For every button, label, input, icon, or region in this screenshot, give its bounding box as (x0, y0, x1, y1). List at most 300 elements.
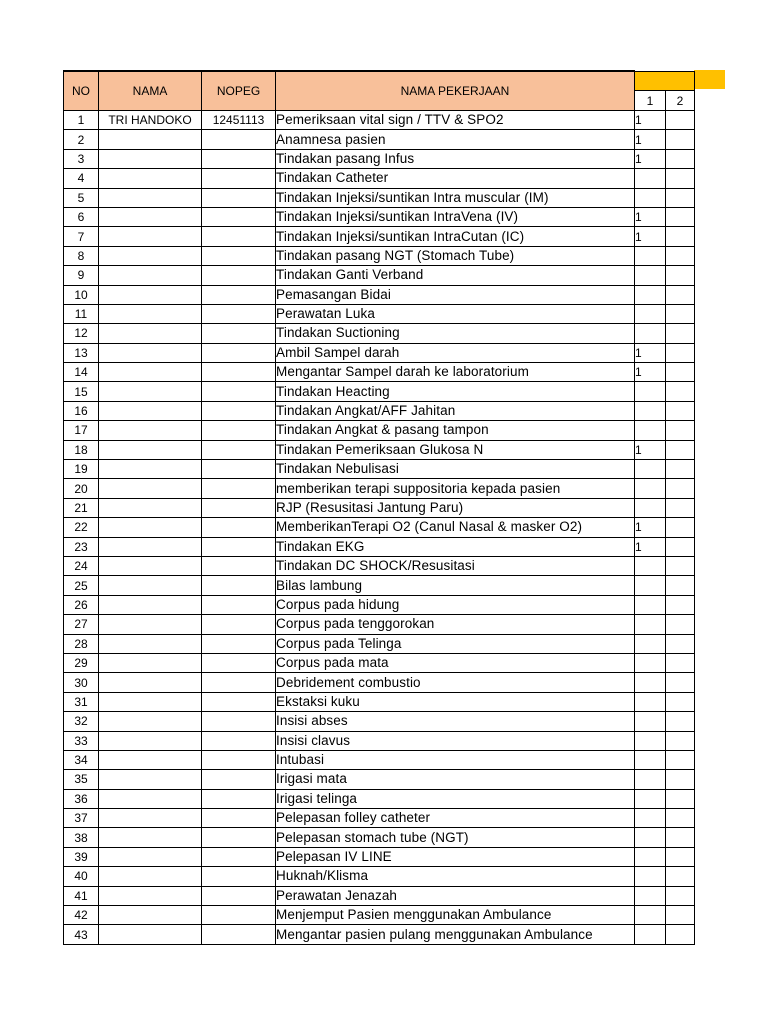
table-row (64, 886, 695, 905)
row-nopeg[interactable] (202, 595, 276, 614)
row-nama[interactable] (99, 537, 202, 556)
row-job[interactable]: Ambil Sampel darah (276, 343, 635, 362)
row-value-2[interactable] (666, 363, 695, 382)
row-value-2[interactable] (666, 266, 695, 285)
row-value-2[interactable] (666, 246, 695, 265)
row-job[interactable]: Pelepasan folley catheter (276, 809, 635, 828)
row-job[interactable]: Corpus pada Telinga (276, 634, 635, 653)
row-job[interactable]: Tindakan EKG (276, 537, 635, 556)
table-row (64, 460, 695, 479)
row-nopeg[interactable] (202, 847, 276, 866)
row-value-2[interactable] (666, 906, 695, 925)
row-nama[interactable] (99, 634, 202, 653)
row-job[interactable]: Pemeriksaan vital sign / TTV & SPO2 (276, 111, 635, 130)
row-nopeg[interactable] (202, 460, 276, 479)
row-value-2[interactable] (666, 828, 695, 847)
table-row (64, 595, 695, 614)
orange-header-tab (694, 70, 725, 89)
row-nopeg[interactable] (202, 130, 276, 149)
row-nama[interactable] (99, 615, 202, 634)
row-no[interactable]: 34 (64, 750, 99, 769)
table-row (64, 304, 695, 323)
row-nopeg[interactable] (202, 343, 276, 362)
row-nama[interactable] (99, 847, 202, 866)
row-value-2[interactable] (666, 498, 695, 517)
row-nopeg[interactable] (202, 537, 276, 556)
row-job[interactable]: Ekstaksi kuku (276, 692, 635, 711)
row-value-1[interactable] (635, 556, 666, 575)
row-value-1[interactable] (635, 828, 666, 847)
row-no[interactable]: 42 (64, 906, 99, 925)
row-value-2[interactable] (666, 285, 695, 304)
row-job[interactable]: Pemasangan Bidai (276, 285, 635, 304)
row-job[interactable]: Tindakan Injeksi/suntikan IntraCutan (IC) (276, 227, 635, 246)
row-job[interactable]: Pelepasan IV LINE (276, 847, 635, 866)
row-value-2[interactable] (666, 169, 695, 188)
row-nopeg[interactable] (202, 653, 276, 672)
row-value-1[interactable]: 1 (635, 207, 666, 226)
row-no[interactable]: 31 (64, 692, 99, 711)
row-nama[interactable] (99, 731, 202, 750)
row-value-1[interactable]: 1 (635, 343, 666, 362)
row-no[interactable]: 23 (64, 537, 99, 556)
table-row (64, 925, 695, 944)
row-job[interactable]: Mengantar Sampel darah ke laboratorium (276, 363, 635, 382)
table-row (64, 809, 695, 828)
row-nama[interactable] (99, 653, 202, 672)
table-row (64, 382, 695, 401)
row-value-2[interactable] (666, 188, 695, 207)
row-value-1[interactable] (635, 750, 666, 769)
row-value-1[interactable]: 1 (635, 518, 666, 537)
row-nama[interactable] (99, 266, 202, 285)
row-nama[interactable] (99, 460, 202, 479)
row-nama[interactable] (99, 246, 202, 265)
row-nama[interactable] (99, 828, 202, 847)
header-col-2: 2 (666, 91, 695, 111)
table-row (64, 750, 695, 769)
row-job[interactable]: Tindakan pasang NGT (Stomach Tube) (276, 246, 635, 265)
row-nopeg[interactable] (202, 440, 276, 459)
row-nopeg[interactable] (202, 498, 276, 517)
header-no: NO (64, 71, 99, 111)
row-value-2[interactable] (666, 867, 695, 886)
row-value-2[interactable] (666, 382, 695, 401)
row-no[interactable]: 39 (64, 847, 99, 866)
row-nopeg[interactable] (202, 421, 276, 440)
row-nama[interactable] (99, 285, 202, 304)
table-row (64, 712, 695, 731)
row-job[interactable]: Tindakan Suctioning (276, 324, 635, 343)
row-no[interactable]: 1 (64, 111, 99, 130)
row-nama[interactable] (99, 207, 202, 226)
row-value-2[interactable] (666, 809, 695, 828)
row-no[interactable]: 25 (64, 576, 99, 595)
row-job[interactable]: Corpus pada mata (276, 653, 635, 672)
row-value-2[interactable] (666, 731, 695, 750)
row-job[interactable]: Tindakan DC SHOCK/Resusitasi (276, 556, 635, 575)
row-nopeg[interactable] (202, 789, 276, 808)
row-value-2[interactable] (666, 712, 695, 731)
row-nama[interactable]: TRI HANDOKO (99, 111, 202, 130)
row-job[interactable]: Huknah/Klisma (276, 867, 635, 886)
row-job[interactable]: Perawatan Jenazah (276, 886, 635, 905)
header-nama-pekerjaan: NAMA PEKERJAAN (276, 71, 635, 111)
row-job[interactable]: Anamnesa pasien (276, 130, 635, 149)
row-value-1[interactable] (635, 401, 666, 420)
row-job[interactable]: Tindakan Pemeriksaan Glukosa N (276, 440, 635, 459)
row-value-1[interactable]: 1 (635, 111, 666, 130)
row-job[interactable]: Tindakan Ganti Verband (276, 266, 635, 285)
row-no[interactable]: 38 (64, 828, 99, 847)
row-value-2[interactable] (666, 460, 695, 479)
row-value-2[interactable] (666, 130, 695, 149)
row-value-1[interactable] (635, 246, 666, 265)
table-row (64, 440, 695, 459)
row-value-1[interactable]: 1 (635, 537, 666, 556)
row-nama[interactable] (99, 498, 202, 517)
row-nama[interactable] (99, 343, 202, 362)
table-row (64, 227, 695, 246)
header-nopeg: NOPEG (202, 71, 276, 111)
row-no[interactable]: 40 (64, 867, 99, 886)
row-value-1[interactable] (635, 421, 666, 440)
row-value-1[interactable] (635, 324, 666, 343)
row-value-2[interactable] (666, 324, 695, 343)
row-value-2[interactable] (666, 673, 695, 692)
row-no[interactable]: 10 (64, 285, 99, 304)
table-row (64, 731, 695, 750)
row-nopeg[interactable] (202, 188, 276, 207)
table-row (64, 363, 695, 382)
row-value-1[interactable] (635, 188, 666, 207)
table-row (64, 421, 695, 440)
row-value-2[interactable] (666, 537, 695, 556)
row-no[interactable]: 6 (64, 207, 99, 226)
table-row (64, 634, 695, 653)
row-value-2[interactable] (666, 343, 695, 362)
row-no[interactable]: 33 (64, 731, 99, 750)
row-job[interactable]: memberikan terapi suppositoria kepada pasien (276, 479, 635, 498)
row-value-2[interactable] (666, 421, 695, 440)
row-value-1[interactable] (635, 634, 666, 653)
row-job[interactable]: MemberikanTerapi O2 (Canul Nasal & masker O2) (276, 518, 635, 537)
row-value-2[interactable] (666, 149, 695, 168)
row-no[interactable]: 28 (64, 634, 99, 653)
table-row (64, 615, 695, 634)
table-row (64, 111, 695, 130)
row-nama[interactable] (99, 130, 202, 149)
row-nama[interactable] (99, 363, 202, 382)
table-row (64, 906, 695, 925)
row-job[interactable]: Bilas lambung (276, 576, 635, 595)
row-nopeg[interactable] (202, 246, 276, 265)
table-row (64, 285, 695, 304)
row-value-1[interactable] (635, 673, 666, 692)
row-value-1[interactable] (635, 382, 666, 401)
row-nama[interactable] (99, 401, 202, 420)
table-row (64, 653, 695, 672)
row-value-1[interactable]: 1 (635, 363, 666, 382)
row-no[interactable]: 22 (64, 518, 99, 537)
row-no[interactable]: 29 (64, 653, 99, 672)
row-nopeg[interactable] (202, 518, 276, 537)
row-nama[interactable] (99, 673, 202, 692)
row-value-2[interactable] (666, 479, 695, 498)
row-job[interactable]: Menjemput Pasien menggunakan Ambulance (276, 906, 635, 925)
row-value-2[interactable] (666, 692, 695, 711)
row-job[interactable]: Tindakan Catheter (276, 169, 635, 188)
row-nopeg[interactable] (202, 770, 276, 789)
row-job[interactable]: Irigasi mata (276, 770, 635, 789)
row-value-2[interactable] (666, 789, 695, 808)
table-row (64, 266, 695, 285)
row-value-1[interactable] (635, 576, 666, 595)
row-job[interactable]: Pelepasan stomach tube (NGT) (276, 828, 635, 847)
row-nopeg[interactable] (202, 576, 276, 595)
row-nama[interactable] (99, 440, 202, 459)
row-value-1[interactable] (635, 460, 666, 479)
row-value-1[interactable] (635, 653, 666, 672)
row-nopeg[interactable] (202, 809, 276, 828)
row-nopeg[interactable] (202, 266, 276, 285)
table-row (64, 169, 695, 188)
row-no[interactable]: 43 (64, 925, 99, 944)
row-job[interactable]: Tindakan Angkat/AFF Jahitan (276, 401, 635, 420)
table-row (64, 537, 695, 556)
row-no[interactable]: 32 (64, 712, 99, 731)
row-nopeg[interactable] (202, 750, 276, 769)
row-no[interactable]: 13 (64, 343, 99, 362)
row-no[interactable]: 18 (64, 440, 99, 459)
row-no[interactable]: 20 (64, 479, 99, 498)
row-no[interactable]: 9 (64, 266, 99, 285)
row-value-1[interactable] (635, 479, 666, 498)
row-value-1[interactable] (635, 595, 666, 614)
row-job[interactable]: Tindakan Injeksi/suntikan IntraVena (IV) (276, 207, 635, 226)
table-row (64, 518, 695, 537)
row-nopeg[interactable] (202, 615, 276, 634)
row-nopeg[interactable] (202, 207, 276, 226)
row-value-1[interactable] (635, 847, 666, 866)
row-value-2[interactable] (666, 750, 695, 769)
row-nama[interactable] (99, 692, 202, 711)
row-nopeg[interactable] (202, 169, 276, 188)
row-no[interactable]: 4 (64, 169, 99, 188)
row-value-1[interactable]: 1 (635, 149, 666, 168)
row-value-1[interactable]: 1 (635, 130, 666, 149)
row-nopeg[interactable] (202, 731, 276, 750)
row-nama[interactable] (99, 188, 202, 207)
row-no[interactable]: 27 (64, 615, 99, 634)
row-nopeg[interactable] (202, 304, 276, 323)
row-no[interactable]: 30 (64, 673, 99, 692)
row-nama[interactable] (99, 169, 202, 188)
row-job[interactable]: Intubasi (276, 750, 635, 769)
row-job[interactable]: Debridement combustio (276, 673, 635, 692)
row-nopeg[interactable] (202, 479, 276, 498)
row-job[interactable]: Insisi clavus (276, 731, 635, 750)
row-no[interactable]: 19 (64, 460, 99, 479)
row-value-1[interactable] (635, 498, 666, 517)
row-nama[interactable] (99, 712, 202, 731)
row-no[interactable]: 36 (64, 789, 99, 808)
row-value-1[interactable] (635, 692, 666, 711)
header-nama: NAMA (99, 71, 202, 111)
row-value-2[interactable] (666, 634, 695, 653)
row-nama[interactable] (99, 595, 202, 614)
row-nopeg[interactable] (202, 324, 276, 343)
header-accent-cell (635, 71, 695, 91)
row-value-1[interactable] (635, 906, 666, 925)
row-value-1[interactable] (635, 712, 666, 731)
row-value-1[interactable] (635, 886, 666, 905)
row-value-1[interactable]: 1 (635, 440, 666, 459)
row-nama[interactable] (99, 789, 202, 808)
row-nama[interactable] (99, 149, 202, 168)
row-value-1[interactable] (635, 304, 666, 323)
row-nopeg[interactable] (202, 692, 276, 711)
row-value-2[interactable] (666, 925, 695, 944)
row-no[interactable]: 17 (64, 421, 99, 440)
row-nama[interactable] (99, 906, 202, 925)
row-nopeg[interactable]: 12451113 (202, 111, 276, 130)
row-nopeg[interactable] (202, 227, 276, 246)
row-no[interactable]: 2 (64, 130, 99, 149)
row-nopeg[interactable] (202, 828, 276, 847)
row-nopeg[interactable] (202, 382, 276, 401)
row-job[interactable]: RJP (Resusitasi Jantung Paru) (276, 498, 635, 517)
row-nopeg[interactable] (202, 149, 276, 168)
row-job[interactable]: Tindakan Heacting (276, 382, 635, 401)
table-row (64, 188, 695, 207)
row-no[interactable]: 3 (64, 149, 99, 168)
row-value-2[interactable] (666, 653, 695, 672)
row-value-2[interactable] (666, 304, 695, 323)
row-value-2[interactable] (666, 518, 695, 537)
row-nama[interactable] (99, 770, 202, 789)
row-job[interactable]: Perawatan Luka (276, 304, 635, 323)
row-value-2[interactable] (666, 227, 695, 246)
row-value-2[interactable] (666, 595, 695, 614)
row-nopeg[interactable] (202, 363, 276, 382)
row-nama[interactable] (99, 576, 202, 595)
row-nama[interactable] (99, 518, 202, 537)
row-no[interactable]: 14 (64, 363, 99, 382)
row-nama[interactable] (99, 556, 202, 575)
table-row (64, 576, 695, 595)
row-job[interactable]: Insisi abses (276, 712, 635, 731)
row-no[interactable]: 41 (64, 886, 99, 905)
row-nama[interactable] (99, 479, 202, 498)
row-value-2[interactable] (666, 207, 695, 226)
row-value-2[interactable] (666, 847, 695, 866)
row-value-2[interactable] (666, 770, 695, 789)
row-nama[interactable] (99, 925, 202, 944)
row-no[interactable]: 35 (64, 770, 99, 789)
row-no[interactable]: 5 (64, 188, 99, 207)
row-no[interactable]: 21 (64, 498, 99, 517)
row-no[interactable]: 37 (64, 809, 99, 828)
row-nama[interactable] (99, 750, 202, 769)
row-job[interactable]: Mengantar pasien pulang menggunakan Ambulance (276, 925, 635, 944)
row-nopeg[interactable] (202, 634, 276, 653)
table-row (64, 556, 695, 575)
row-no[interactable]: 15 (64, 382, 99, 401)
row-no[interactable]: 26 (64, 595, 99, 614)
row-value-2[interactable] (666, 440, 695, 459)
row-nopeg[interactable] (202, 925, 276, 944)
row-nama[interactable] (99, 382, 202, 401)
table-row (64, 246, 695, 265)
row-job[interactable]: Tindakan Angkat & pasang tampon (276, 421, 635, 440)
row-nama[interactable] (99, 421, 202, 440)
row-value-1[interactable] (635, 615, 666, 634)
row-value-1[interactable] (635, 266, 666, 285)
row-value-2[interactable] (666, 615, 695, 634)
row-no[interactable]: 11 (64, 304, 99, 323)
row-nopeg[interactable] (202, 285, 276, 304)
row-nama[interactable] (99, 867, 202, 886)
row-nopeg[interactable] (202, 867, 276, 886)
row-value-2[interactable] (666, 576, 695, 595)
table-row (64, 401, 695, 420)
row-job[interactable]: Tindakan pasang Infus (276, 149, 635, 168)
row-no[interactable]: 8 (64, 246, 99, 265)
row-nama[interactable] (99, 886, 202, 905)
row-no[interactable]: 7 (64, 227, 99, 246)
row-nopeg[interactable] (202, 906, 276, 925)
table-row (64, 498, 695, 517)
row-value-2[interactable] (666, 401, 695, 420)
row-nopeg[interactable] (202, 556, 276, 575)
row-value-1[interactable] (635, 789, 666, 808)
table-row (64, 324, 695, 343)
row-no[interactable]: 16 (64, 401, 99, 420)
row-nopeg[interactable] (202, 401, 276, 420)
row-nopeg[interactable] (202, 712, 276, 731)
row-nama[interactable] (99, 324, 202, 343)
row-job[interactable]: Corpus pada hidung (276, 595, 635, 614)
table-row (64, 673, 695, 692)
table-body (64, 111, 695, 945)
row-value-1[interactable] (635, 809, 666, 828)
row-nopeg[interactable] (202, 673, 276, 692)
row-value-2[interactable] (666, 556, 695, 575)
table-row (64, 867, 695, 886)
row-no[interactable]: 12 (64, 324, 99, 343)
row-value-1[interactable] (635, 169, 666, 188)
row-value-1[interactable] (635, 867, 666, 886)
row-job[interactable]: Irigasi telinga (276, 789, 635, 808)
row-value-1[interactable] (635, 770, 666, 789)
row-nama[interactable] (99, 809, 202, 828)
row-value-2[interactable] (666, 886, 695, 905)
row-job[interactable]: Tindakan Injeksi/suntikan Intra muscular (IM) (276, 188, 635, 207)
row-value-1[interactable] (635, 925, 666, 944)
row-job[interactable]: Corpus pada tenggorokan (276, 615, 635, 634)
row-value-2[interactable] (666, 111, 695, 130)
row-no[interactable]: 24 (64, 556, 99, 575)
row-job[interactable]: Tindakan Nebulisasi (276, 460, 635, 479)
table-row (64, 828, 695, 847)
row-nama[interactable] (99, 304, 202, 323)
row-value-1[interactable]: 1 (635, 227, 666, 246)
row-nopeg[interactable] (202, 886, 276, 905)
row-value-1[interactable] (635, 285, 666, 304)
row-nama[interactable] (99, 227, 202, 246)
row-value-1[interactable] (635, 731, 666, 750)
